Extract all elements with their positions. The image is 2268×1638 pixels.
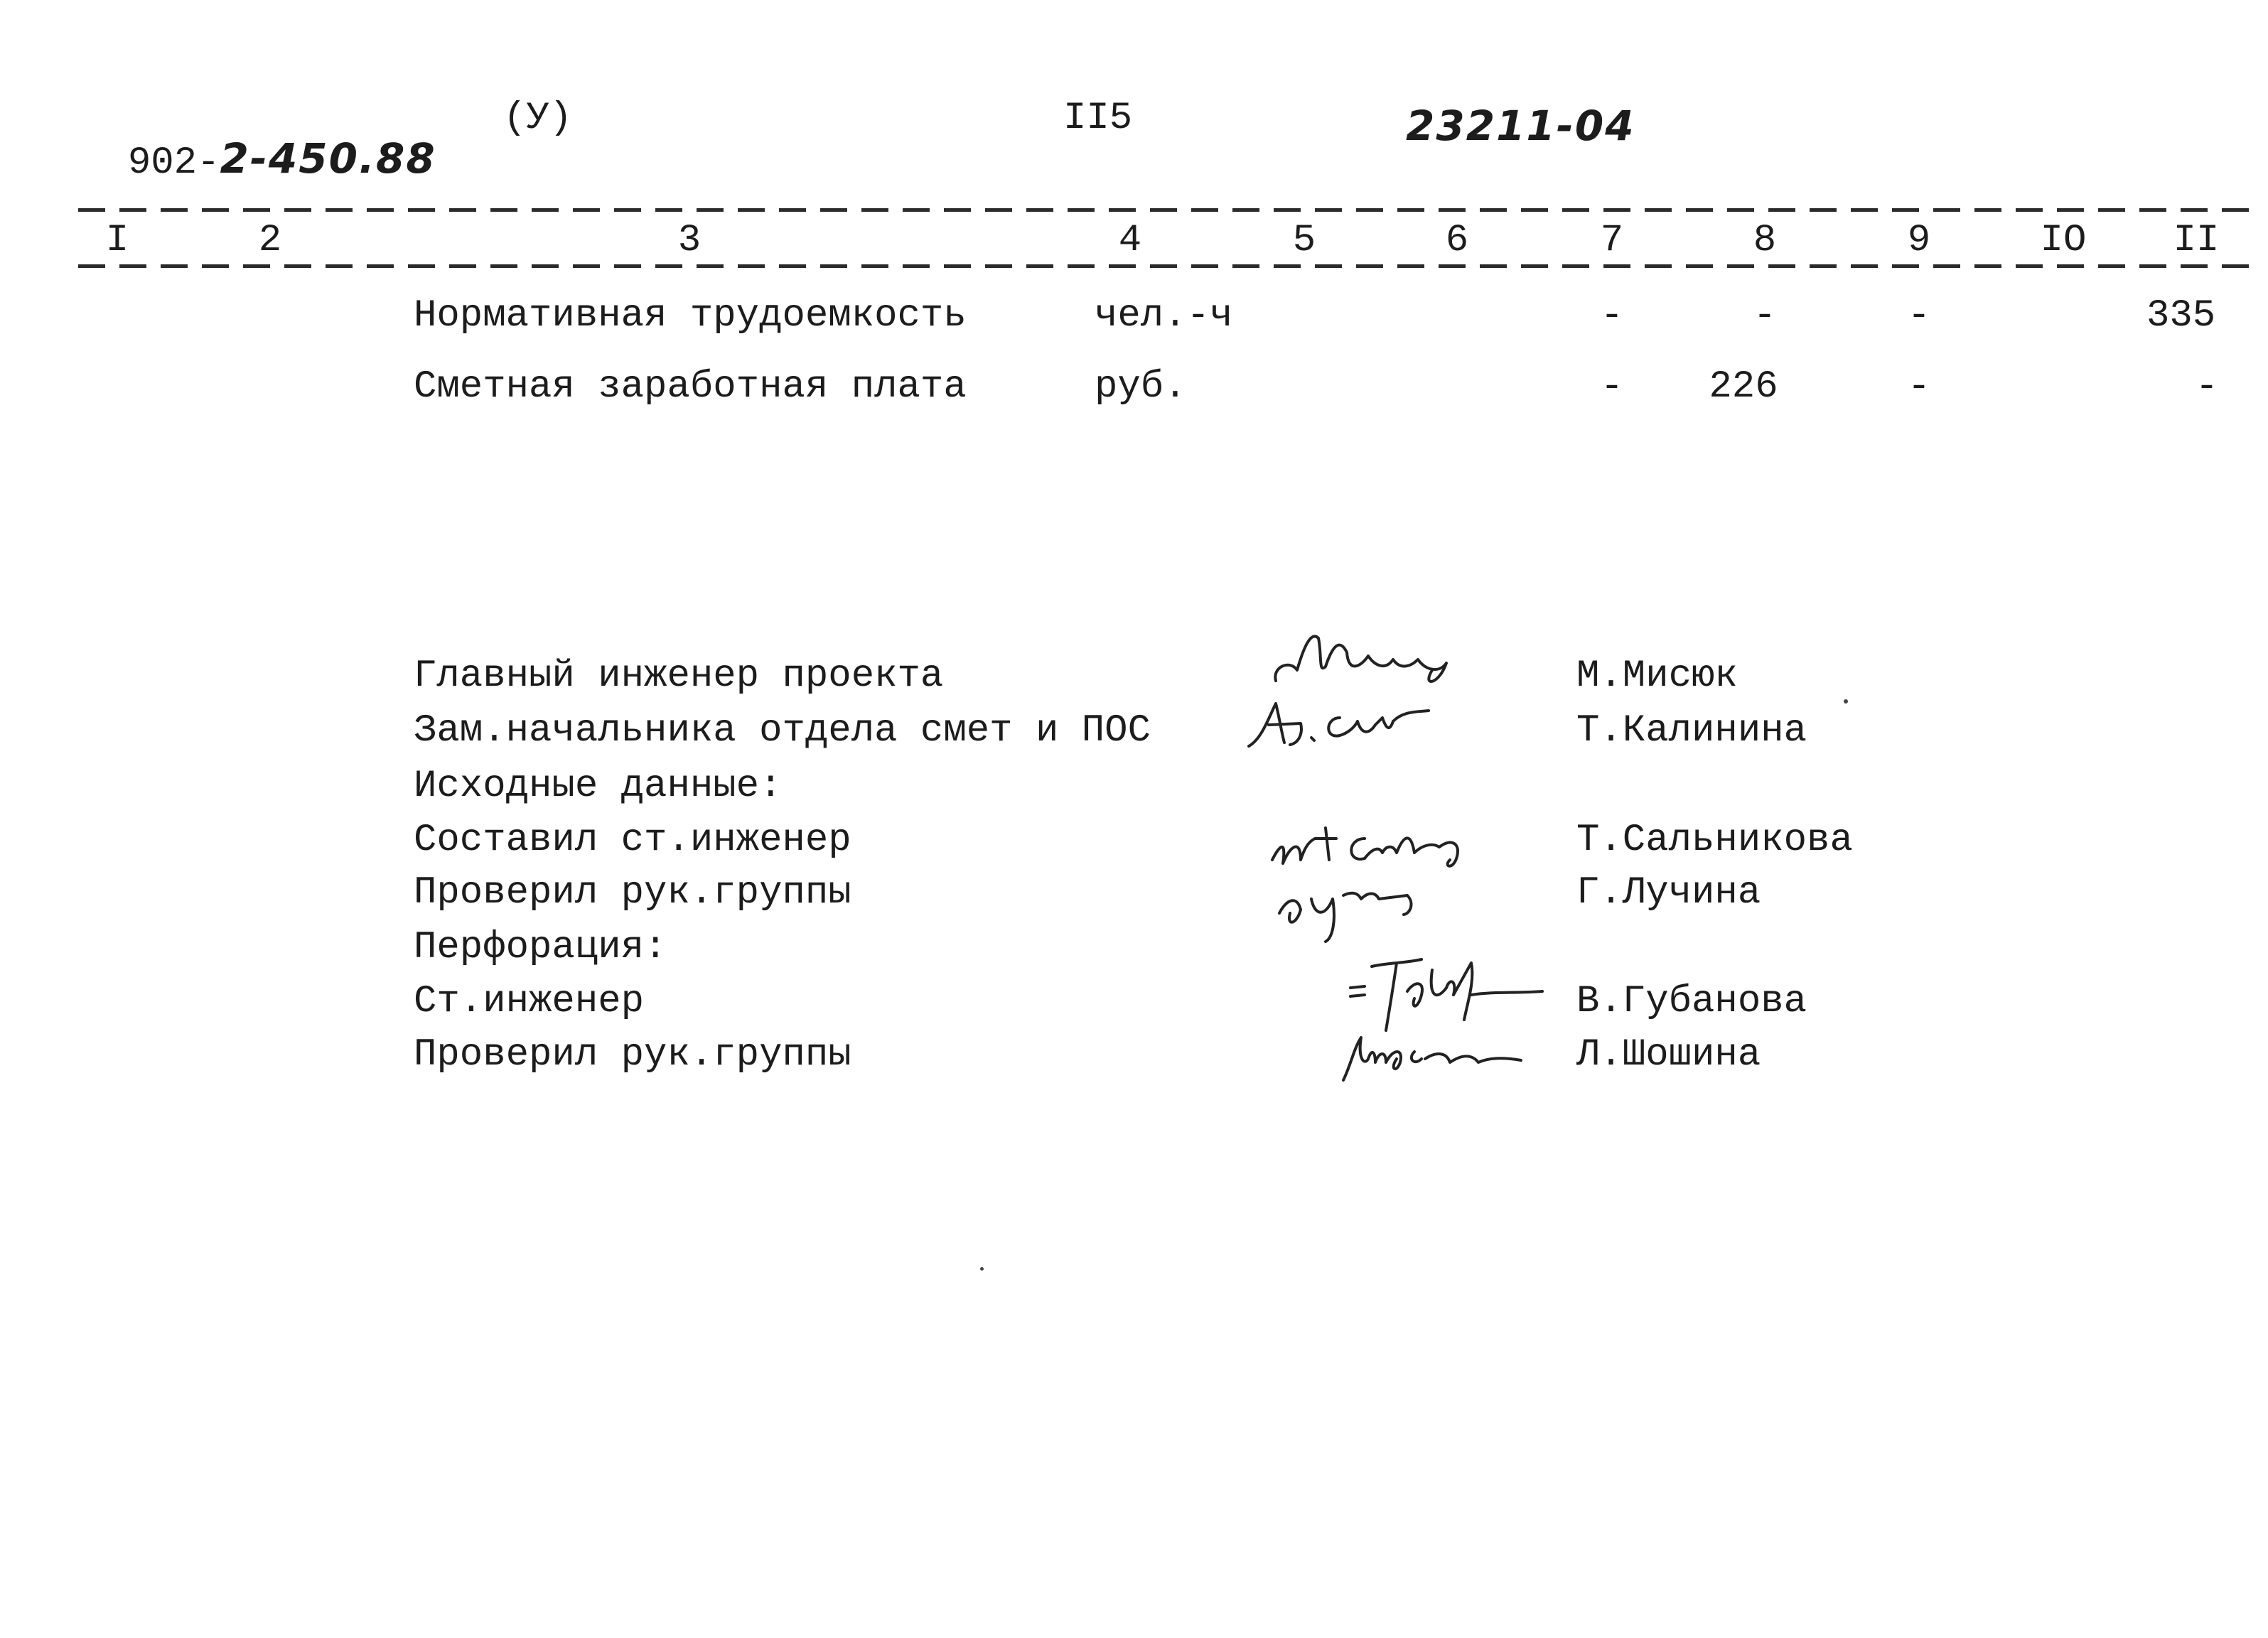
role-label: Главный инженер проекта	[414, 654, 944, 698]
person-name: Т.Сальникова	[1576, 819, 1853, 862]
cell-col9: -	[1907, 365, 1931, 409]
cell-col11: -	[2195, 365, 2219, 409]
scan-speck	[980, 1267, 984, 1271]
cell-col9: -	[1907, 294, 1931, 338]
row-name: Сметная заработная плата	[414, 365, 967, 409]
doc-number-handwritten: 2-450.88	[220, 134, 436, 183]
cell-col7: -	[1600, 365, 1624, 409]
column-number: 4	[1118, 219, 1142, 262]
column-number: I	[105, 219, 129, 262]
role-label: Проверил рук.группы	[414, 871, 851, 915]
person-name: М.Мисюк	[1576, 654, 1738, 698]
section-label: Перфорация:	[414, 926, 667, 969]
cell-col11: 335	[2146, 294, 2216, 338]
row-unit: руб.	[1095, 365, 1187, 409]
column-number: II	[2173, 219, 2220, 262]
header-rule-bottom	[78, 264, 2260, 268]
role-label: Составил ст.инженер	[414, 819, 851, 862]
signature-salnikova	[1265, 810, 1471, 874]
signature-misyuk	[1269, 617, 1468, 695]
role-label: Ст.инженер	[414, 980, 645, 1023]
column-number: IO	[2040, 219, 2087, 262]
column-number: 3	[677, 219, 702, 262]
person-name: Т.Калинина	[1576, 709, 1807, 753]
row-name: Нормативная трудоемкость	[414, 294, 967, 338]
doc-number-prefix: 902-	[127, 141, 220, 185]
role-label: Проверил рук.группы	[414, 1033, 851, 1077]
role-label: Зам.начальника отдела смет и ПОС	[414, 709, 1151, 753]
header-rule-top	[78, 208, 2260, 212]
page-number: II5	[1063, 97, 1133, 140]
signature-shoshina	[1336, 1023, 1535, 1087]
doc-code-handwritten: 23211-04	[1406, 102, 1635, 150]
section-label: Исходные данные:	[414, 765, 783, 808]
signature-luchina	[1269, 871, 1453, 949]
cell-col8: 226	[1709, 365, 1778, 409]
scan-speck	[1844, 699, 1848, 704]
row-unit: чел.-ч	[1095, 294, 1233, 338]
person-name: В.Губанова	[1576, 980, 1807, 1023]
column-number: 7	[1600, 219, 1624, 262]
doc-mark: (У)	[503, 97, 573, 140]
column-number: 5	[1292, 219, 1316, 262]
cell-col7: -	[1600, 294, 1624, 338]
column-number: 8	[1753, 219, 1777, 262]
person-name: Л.Шошина	[1576, 1033, 1761, 1077]
cell-col8: -	[1753, 294, 1777, 338]
signature-kalinina	[1240, 689, 1439, 753]
column-number: 2	[258, 219, 282, 262]
person-name: Г.Лучина	[1576, 871, 1761, 915]
column-number: 6	[1445, 219, 1469, 262]
column-number: 9	[1907, 219, 1931, 262]
